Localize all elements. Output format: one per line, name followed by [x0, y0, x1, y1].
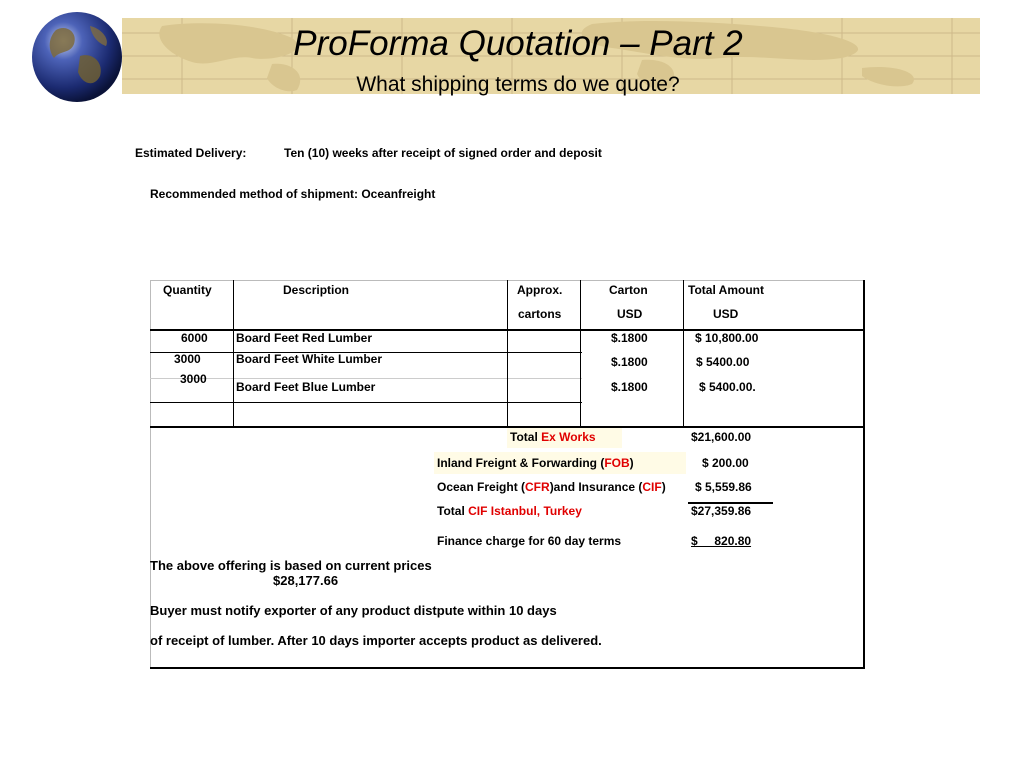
- header-cartons: Approx.: [517, 283, 563, 297]
- notify-note: Buyer must notify exporter of any product distpute within 10 days: [150, 603, 557, 618]
- offering-note: The above offering is based on current prices: [150, 558, 432, 573]
- cif-total-label: Total CIF Istanbul, Turkey: [437, 504, 582, 518]
- row-description: Board Feet Blue Lumber: [236, 380, 376, 394]
- row-price: $.1800: [611, 355, 648, 369]
- inland-freight-amount: $ 200.00: [702, 456, 749, 470]
- row-price: $.1800: [611, 380, 648, 394]
- inland-freight-label: Inland Freignt & Forwarding (FOB): [437, 456, 634, 470]
- row-total: $ 10,800.00: [695, 331, 759, 345]
- header-carton-price: Carton: [609, 283, 648, 297]
- fob-term: FOB: [604, 456, 630, 470]
- receipt-note: of receipt of lumber. After 10 days importer accepts product as delivered.: [150, 633, 602, 648]
- row-description: Board Feet White Lumber: [236, 352, 383, 366]
- grand-total: $28,177.66: [273, 573, 339, 588]
- page-title: ProForma Quotation – Part 2: [293, 24, 743, 63]
- ocean-freight-amount: $ 5,559.86: [695, 480, 752, 494]
- delivery-value: Ten (10) weeks after receipt of signed order and deposit: [284, 146, 602, 160]
- row-quantity: 6000: [181, 331, 208, 345]
- row-description: Board Feet Red Lumber: [236, 331, 373, 345]
- header-cartons-sub: cartons: [518, 307, 562, 321]
- delivery-label: Estimated Delivery:: [135, 146, 247, 160]
- row-price: $.1800: [611, 331, 648, 345]
- row-quantity: 3000: [174, 352, 201, 366]
- finance-charge-label: Finance charge for 60 day terms: [437, 534, 622, 548]
- cfr-term: CFR: [525, 480, 550, 494]
- page-subtitle: What shipping terms do we quote?: [356, 73, 680, 96]
- cif-destination: CIF Istanbul, Turkey: [468, 504, 582, 518]
- ocean-freight-label: Ocean Freight (CFR)and Insurance (CIF): [437, 480, 666, 494]
- shipment-method: Recommended method of shipment: Oceanfreight: [150, 187, 436, 201]
- header-total-sub: USD: [713, 307, 739, 321]
- header-carton-price-sub: USD: [617, 307, 643, 321]
- row-quantity: 3000: [180, 372, 207, 386]
- exworks-amount: $21,600.00: [691, 430, 752, 444]
- header-total: Total Amount: [688, 283, 764, 297]
- header-quantity: Quantity: [163, 283, 212, 297]
- exworks-label: Total Ex Works: [510, 430, 596, 444]
- row-total: $ 5400.00.: [699, 380, 756, 394]
- globe-icon: [30, 10, 124, 104]
- row-total: $ 5400.00: [696, 355, 750, 369]
- header-description: Description: [283, 283, 350, 297]
- cif-term: CIF: [642, 480, 662, 494]
- cif-total-amount: $27,359.86: [691, 504, 752, 518]
- finance-charge-amount: $ 820.80: [691, 534, 752, 548]
- exworks-term: Ex Works: [541, 430, 596, 444]
